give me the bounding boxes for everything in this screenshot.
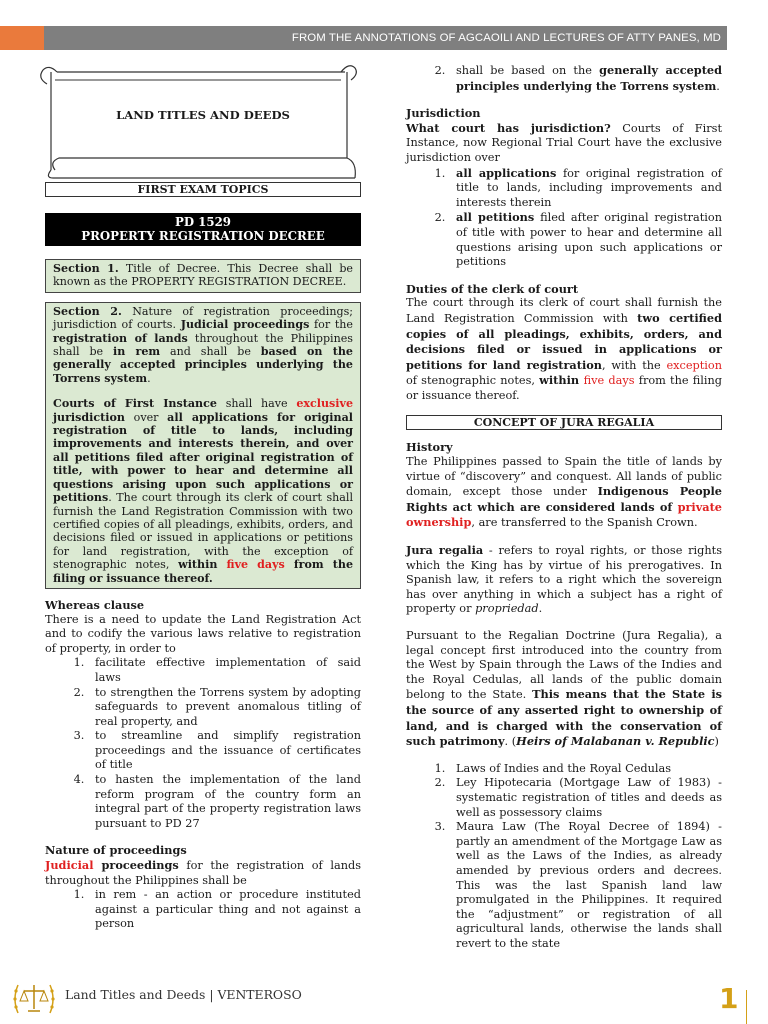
document-title: LAND TITLES AND DEEDS [116,108,290,122]
s2-p2-b2: jurisdiction [53,410,125,424]
clerk-text [406,296,722,403]
list-item [449,63,722,94]
first-exam-topics-label: FIRST EXAM TOPICS [45,182,361,197]
clerk-r1: exception [666,358,722,372]
s2-p2-b1: Courts of First Instance [53,397,217,411]
j-i2-b: all petitions [456,210,535,225]
list-item: 1. in rem - an action or procedure instituted against a particular thing and not against a person [88,888,361,932]
whereas-list [45,656,361,831]
section-1-lead: Section 1. [53,262,119,275]
pursuant-t1: Pursuant to the Regalian Doctrine (Jura Regalia), a legal concept first introduced into the country from the West by Spain through the Laws of the Indies and the Royal Cedulas, all lands of the public domain belong to the State. [406,629,722,702]
pursuant-t2: . ( [504,735,517,749]
s2-p2-t1: shall have [216,397,297,411]
s2-p2-r1: exclusive [296,397,353,411]
j-i1-t: for original registration of title to lands, including improvements and interests therein [456,166,722,209]
case-citation: Heirs of Malabanan v. Republic [516,734,715,749]
nature-b1: proceedings [93,858,179,873]
s2-t1: Nature of registration proceedings; jurisdiction of courts. [53,304,353,332]
page-divider [746,990,747,1024]
jurisdiction-heading: Jurisdiction [406,106,481,121]
s2-p2-b5: from the filing or issuance thereof. [53,558,354,585]
s2-p2-b3: all applications for original registration of title to lands, including improvements and interests therein, and over all petitions filed after original registration of title, with power to hear and determine all questions arising upon such applications or petitions [53,410,353,505]
jura-regalia-label: CONCEPT OF JURA REGALIA [406,415,722,430]
whereas-intro: There is a need to update the Land Registration Act and to codify the various laws relative to registration of property, in order to [45,612,361,655]
history-heading: History [406,440,453,455]
s2-t5: . [147,371,151,385]
section-2-lead: Section 2. [53,304,122,318]
s2-p2-b4: within [178,558,227,572]
s2-t2: for the [309,318,353,332]
decree-title: PROPERTY REGISTRATION DECREE [81,229,325,243]
left-column [45,58,361,932]
nature-r1: Judicial [45,858,94,873]
clerk-t1: The court through its clerk of court shall furnish the Land Registration Commission with [406,296,722,325]
item2-post: . [716,79,720,93]
section-2-para-2 [53,397,353,585]
history-text [406,455,722,531]
clerk-b2: within [539,373,584,388]
nature-list [45,888,361,932]
right-column [406,63,722,951]
s2-b1: Judicial proceedings [180,318,310,332]
nature-heading: Nature of proceedings [45,843,187,858]
list-item [449,210,722,269]
regalian-doctrine-text [406,629,722,750]
s2-b2: registration of lands [53,331,188,345]
s2-b4: based on the generally accepted principles underlying the Torrens system [53,345,353,385]
section-2-box [45,302,361,589]
s2-t3: throughout the Philippines shall be [53,331,353,359]
s2-p2-r2: five days [226,558,285,572]
history-b1: Indigenous People Rights act which are considered lands of [406,484,722,514]
section-1-box [45,259,361,293]
pursuant-t3: ) [714,735,719,749]
section-1-text: Title of Decree. This Decree shall be known as the PROPERTY REGISTRATION DECREE. [53,262,354,289]
list-item: 3. Maura Law (The Royal Decree of 1894) - partly an amendment of the Mortgage Law as well as the Laws of the Indies, as already amended by previous orders and decrees. This was the last Spanish land law promulgated in the Philippines. It required the “adjustment” or registration of all agricultural lands, otherwise the lands shall revert to the state [449,820,722,951]
s2-p2-t3: . The court through its clerk of court shall furnish the Land Registration Commission with two certified copies of all pleadings, exhibits, orders, and decisions filed or issued in applications or petitions for land registration, with the exception of stenographic notes, [53,491,353,572]
clerk-t2: , with the [602,358,667,372]
header-banner: FROM THE ANNOTATIONS OF AGCAOILI AND LECTURES OF ATTY PANES, MD [44,26,727,50]
list-item: 3. to streamline and simplify registration proceedings and the issuance of certificates of title [88,729,361,773]
clerk-t4: from the filing or issuance thereof. [406,374,722,402]
page-number: 1 [719,982,739,1015]
jurisdiction-question: What court has jurisdiction? [406,120,611,135]
list-item: 2. to strengthen the Torrens system by adopting safeguards to prevent anomalous titling of real property, and [88,686,361,730]
list-item: 2. Ley Hipotecaria (Mortgage Law of 1983) - systematic registration of titles and deeds as well as possessory claims [449,776,722,820]
jura-t1: - refers to royal rights, or those rights which the King has by virtue of his prerogatives. In Spanish law, it refers to a right which the sovereign has over anything in which a subject has a right of property or [406,544,722,616]
title-scroll [45,58,361,180]
scales-of-justice-icon [10,975,58,1021]
jura-i1: propriedad [475,602,539,616]
list-item: 1. Laws of Indies and the Royal Cedulas [449,762,722,777]
clerk-heading: Duties of the clerk of court [406,281,579,296]
pursuant-b1: This means that the State is the source of any asserted right to ownership of land, and is charged with the conservation of such patrimony [406,687,722,749]
list-item: 1. facilitate effective implementation of said laws [88,656,361,685]
whereas-heading: Whereas clause [45,597,145,612]
jura-b1: Jura regalia [406,543,484,558]
s2-b3: in rem [113,345,161,359]
s2-t4: and shall be [160,345,261,359]
jurisdiction-text [406,121,722,166]
history-t2: , are transferred to the Spanish Crown. [471,516,698,530]
s2-p2-t2: over [124,410,168,424]
clerk-r2: five days [583,374,635,388]
jurisdiction-answer: Courts of First Instance, now Regional Trial Court have the exclusive jurisdiction over [406,121,722,164]
nature-text [45,858,361,888]
list-item: 4. to hasten the implementation of the land reform program of the country form an integral part of the property registration laws pursuant to PD 27 [88,773,361,831]
decree-header [45,213,361,246]
jura-t2: . [538,602,543,616]
decree-code: PD 1529 [174,215,232,229]
clerk-b1: two certified copies of all pleadings, exhibits, orders, and decisions filed or issued in applications or petitions for land registration [406,310,722,372]
history-r1: private ownership [406,499,722,530]
item2-pre: shall be based on the [456,64,600,77]
laws-list [406,762,722,952]
clerk-t3: of stenographic notes, [406,374,540,388]
section-2-para-1 [53,305,353,385]
footer-label: Land Titles and Deeds | VENTEROSO [65,987,302,1002]
jurisdiction-list [406,166,722,270]
j-i1-b: all applications [456,165,557,180]
nature-t1: for the registration of lands throughout the Philippines shall be [45,859,361,887]
list-item [449,166,722,211]
jura-regalia-definition [406,543,722,617]
item2-bold: generally accepted principles underlying the Torrens system [456,63,723,93]
nature-list-continued [406,63,722,94]
j-i2-t: filed after original registration of title with power to hear and determine all questions arising upon such applications or petitions [456,211,722,269]
header-accent-block [0,26,44,50]
history-t1: The Philippines passed to Spain the title of lands by virtue of “discovery” and conquest. All lands of public domain, except those under [406,455,722,499]
